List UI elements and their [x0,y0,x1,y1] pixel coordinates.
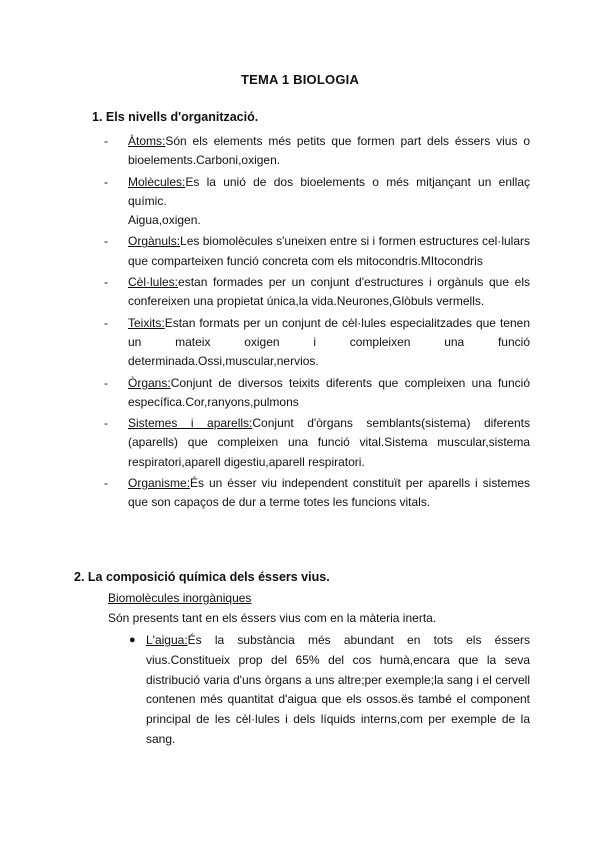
item-text: Conjunt de diversos teixits diferents que compleixen una funció específica.Cor,ranyons,pulmons [128,375,530,409]
term-tissues: Teixits: [128,315,165,330]
list-item [104,414,530,472]
list-item [104,374,530,413]
term-organism: Organisme: [128,476,191,491]
dash-marker: - [104,375,108,390]
page-title: TEMA 1 BIOLOGIA [240,72,360,87]
intro-paragraph: Són presents tant en els éssers vius com en la màteria inerta. [108,611,437,625]
list-item [104,273,530,312]
item-text: Es la unió de dos bioelements o més mitjançant un enllaç químic. [128,174,530,208]
bullet-marker: ● [129,634,136,646]
dash-marker: - [104,416,108,431]
term-water: L'aigua: [146,633,188,647]
item-text: estan formades per un conjunt d'estructures i orgànuls que els confereixen una propietat única,la vida.Neurones,Glòbuls vermells. [128,275,530,309]
item-example: Aigua,oxigen. [128,213,201,228]
item-text: És un ésser viu independent constituït per aparells i sistemes que son capaços de dur a terme totes les funcions vitals. [128,476,530,510]
section-2-heading: 2. La composició química dels éssers vius. [74,570,330,584]
organization-levels-list [104,132,530,515]
list-item [104,474,530,513]
item-text: Són els elements més petits que formen part dels éssers vius o bioelements.Carboni,oxigen. [128,134,530,168]
item-text: És la substància més abundant en tots els éssers vius.Constitueix prop del 65% del cos humà,encara que la seva distribució varia d'uns òrgans a uns altre;per exemple;la sang i el cervell contenen més quantitat d'aigua que els ossos.ës també el component principal de les cèl·lules i dels líquids interns,com per exemple de la sang. [146,633,530,746]
inorganic-biomolecules-list [129,631,530,750]
dash-marker: - [104,234,108,249]
item-text: Les biomolècules s'uneixen entre si i formen estructures cel·lulars que comparteixen funció concreta com els mitocondris.MItocondris [128,234,530,268]
list-item [104,232,530,271]
dash-marker: - [104,476,108,491]
section-1-heading: 1. Els nivells d'organització. [92,110,259,124]
list-item [104,314,530,372]
list-item [104,173,530,231]
term-organs: Òrgans: [128,375,171,390]
dash-marker: - [104,174,108,189]
dash-marker: - [104,315,108,330]
list-item [104,132,530,171]
term-cells: Cèl·lules: [128,275,179,290]
list-item [129,631,530,750]
dash-marker: - [104,275,108,290]
item-text: Estan formats per un conjunt de cèl·lules especialitzades que tenen un mateix oxigen i compleixen una funció determinada.Ossi,muscular,nervios. [128,315,530,369]
subheading: Biomolècules inorgàniques [108,591,252,605]
term-systems: Sistemes i aparells: [128,416,253,431]
term-atoms: Àtoms: [128,134,166,148]
dash-marker: - [104,134,108,148]
term-organelles: Orgànuls: [128,234,181,249]
term-molecules: Molècules: [128,174,186,189]
item-text: Conjunt d'òrgans semblants(sistema) diferents (aparells) que compleixen una funció vital.Sistema muscular,sistema respiratori,aparell digestiu,aparell respiratori. [128,416,530,469]
